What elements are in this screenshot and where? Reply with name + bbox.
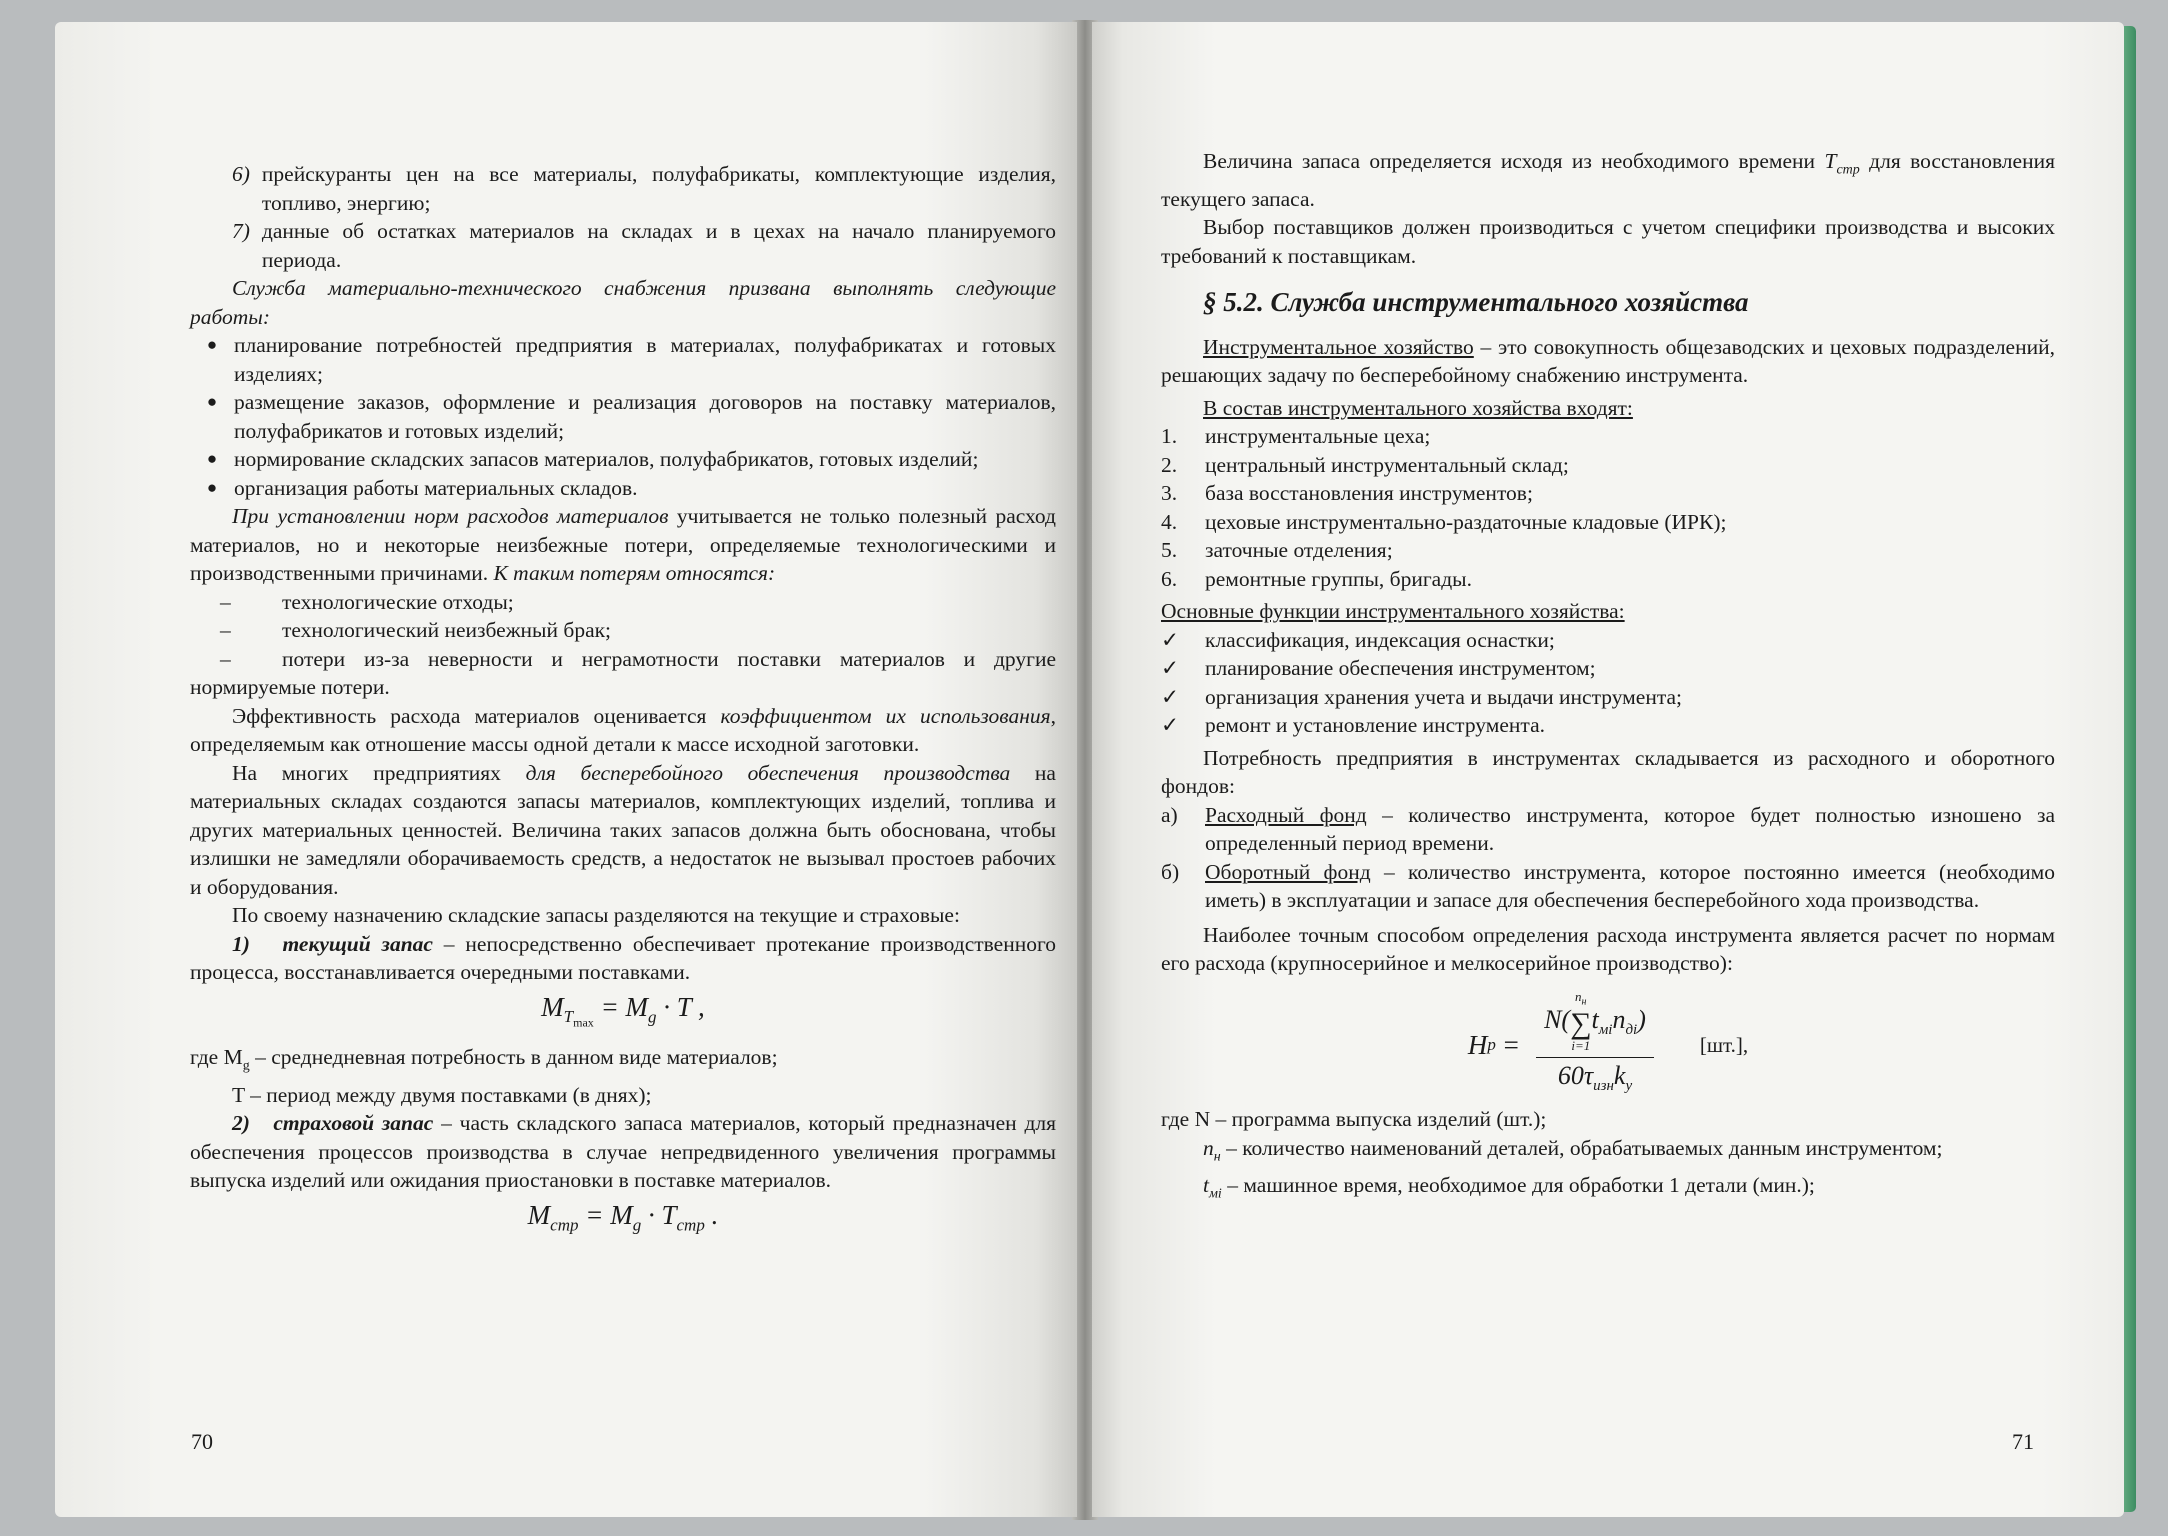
need-paragraph: Потребность предприятия в инструментах складывается из расходного и оборотного фондов:: [1161, 745, 2055, 799]
item-number: 7): [232, 219, 250, 243]
suppliers-paragraph: Выбор поставщиков должен производиться с учетом специфики производства и высоких требований к поставщикам.: [1161, 215, 2055, 268]
where-t: T – период между двумя поставками (в днях);: [232, 1082, 652, 1107]
right-page-text: [1161, 147, 2055, 1209]
right-page: [1092, 22, 2124, 1517]
bullet-item: ● организация работы материальных складов.: [190, 474, 1056, 503]
norms-paragraph: При установлении норм расходов материалов учитывается не только полезный расход материалов, но и некоторые неизбежные потери, определяемые технологическими и производственными причинами. К таким потерям относятся:: [190, 504, 1056, 585]
efficiency-paragraph: Эффективность расхода материалов оценивается коэффициентом их использования, определяемым как отношение массы одной детали к массе исходной заготовки.: [190, 703, 1056, 756]
dash-item: – технологический неизбежный брак;: [190, 616, 1056, 645]
bullet-item: ● планирование потребностей предприятия в материалах, полуфабрикатах и готовых изделиях;: [190, 331, 1056, 388]
bullet-icon: ●: [206, 392, 218, 411]
safety-stock-paragraph: 2) страховой запас – часть складского запаса материалов, который предназначен для обеспечения процессов производства в случае непредвиденного увеличения программы выпуска изделий или ожидания приостановки в поставке материалов.: [190, 1111, 1056, 1193]
dash-icon: –: [220, 589, 231, 614]
bullet-list: [190, 331, 1056, 502]
bullet-item: ● нормирование складских запасов материалов, полуфабрикатов, готовых изделий;: [190, 445, 1056, 474]
section-heading: § 5.2. Служба инструментального хозяйства: [1203, 287, 1749, 318]
dash-icon: –: [220, 618, 231, 642]
dash-item: – технологические отходы;: [190, 588, 1056, 617]
composition-item: 4. цеховые инструментально-раздаточные кладовые (ИРК);: [1161, 509, 1727, 534]
method-paragraph: Наиболее точным способом определения расхода инструмента является расчет по нормам его расхода (крупносерийное и мелкосерийное производство):: [1161, 922, 2055, 976]
formula-current-stock: $M_{T_{max}} = M_g \cdot T$ ,: [541, 991, 705, 1030]
functions-label: Основные функции инструментального хозяйства:: [1161, 599, 1625, 624]
formula-safety-stock: $M_{стр} = M_g \cdot T_{стр}$ .: [527, 1199, 719, 1234]
where-n: где N – программа выпуска изделий (шт.);: [1161, 1107, 1547, 1132]
dash-item: – потери из-за неверности и неграмотности поставки материалов и другие нормируемые потери.: [190, 646, 1056, 699]
where-tm: $t_{мi}$ – машинное время, необходимое для обработки 1 детали (мин.);: [1203, 1173, 1815, 1202]
check-icon: ✓: [1161, 684, 1180, 709]
purpose-paragraph: По своему назначению складские запасы разделяются на текущие и страховые:: [232, 903, 960, 927]
fund-b: б) Оборотный фонд – количество инструмента, которое постоянно имеется (необходимо иметь) в эксплуатации и запасе для обеспечения бесперебойного хода производства.: [1161, 859, 2055, 913]
enterprises-paragraph: На многих предприятиях для бесперебойного обеспечения производства на материальных складах создаются запасы материалов, комплектующих изделий, топлива и других материальных ценностей. Величина таких запасов должна быть обоснована, чтобы излишки не замедляли оборачиваемость средств, а недостаток не вызывал простоев рабочих и оборудования.: [190, 760, 1056, 899]
reserve-paragraph: Величина запаса определяется исходя из необходимого времени $T_{стр}$ для восстановления текущего запаса.: [1161, 149, 2055, 211]
bullet-icon: ●: [206, 449, 218, 468]
left-page: [55, 22, 1077, 1517]
current-stock-paragraph: 1) текущий запас – непосредственно обеспечивает протекание производственного процесса, восстанавливается очередными поставками.: [190, 931, 1056, 984]
function-item: ✓ ремонт и установление инструмента.: [1161, 711, 2055, 740]
composition-label: В состав инструментального хозяйства входят:: [1203, 395, 1633, 420]
service-intro: Служба материально-технического снабжения призвана выполнять следующие работы:: [190, 276, 1056, 329]
function-item: ✓ организация хранения учета и выдачи инструмента;: [1161, 683, 2055, 712]
check-icon: ✓: [1161, 656, 1180, 681]
where-nn: $n_н$ – количество наименований деталей, обрабатываемых данным инструментом;: [1203, 1135, 1943, 1164]
item-number: 6): [232, 162, 250, 186]
list-item-7: [190, 217, 1056, 274]
composition-item: 2. центральный инструментальный склад;: [1161, 452, 1569, 477]
bullet-icon: ●: [206, 477, 218, 497]
composition-item: 1. инструментальные цеха;: [1161, 424, 1431, 449]
check-icon: ✓: [1161, 627, 1180, 652]
formula-denominator: $60\tau_{изн}k_у$: [1557, 1061, 1633, 1095]
formula-numerator: N( $n_н$ ∑ i=1 $t_{мi}n_{дi}$): [1536, 990, 1654, 1059]
fund-a: а) Расходный фонд – количество инструмента, которое будет полностью изношено за определенный период времени.: [1161, 802, 2056, 856]
composition-item: 6. ремонтные группы, бригады.: [1161, 566, 1472, 591]
item-text: прейскуранты цен на все материалы, полуфабрикаты, комплектующие изделия, топливо, энергию;: [261, 162, 1056, 215]
cover-edge: [2124, 26, 2136, 1512]
item-text: данные об остатках материалов на складах и в цехах на начало планируемого периода.: [261, 219, 1056, 272]
page-number-left: 70: [191, 1429, 213, 1454]
formula-tool-consumption: H p = N( $n_н$ ∑ i=1 $t_{мi}n_{дi}$) $60\tau_{изн}k_у$ [шт.],: [1161, 990, 2055, 1101]
function-item: ✓ классификация, индексация оснастки;: [1161, 626, 2055, 655]
where-mg: где $M_g$ – среднедневная потребность в данном виде материалов;: [190, 1044, 778, 1074]
list-item-6: [190, 160, 1056, 217]
page-number-right: 71: [2012, 1429, 2034, 1454]
sum-operator: $n_н$ ∑ i=1: [1570, 988, 1592, 1054]
composition-list: [1161, 422, 2055, 593]
function-item: ✓ планирование обеспечения инструментом;: [1161, 654, 2055, 683]
dash-icon: –: [220, 646, 231, 671]
bullet-icon: ●: [206, 335, 218, 354]
check-icon: ✓: [1161, 713, 1180, 738]
formula-fraction: [1536, 990, 1654, 1101]
composition-item: 3. база восстановления инструментов;: [1161, 481, 1533, 506]
left-page-text: [190, 160, 1056, 1245]
bullet-item: ● размещение заказов, оформление и реализация договоров на поставку материалов, полуфабрикатов и готовых изделий;: [190, 388, 1056, 445]
functions-list: [1161, 626, 2055, 740]
composition-item: 5. заточные отделения;: [1161, 538, 1393, 563]
definition-paragraph: Инструментальное хозяйство – это совокупность общезаводских и цеховых подразделений, решающих задачу по бесперебойному снабжению инструмента.: [1161, 334, 2055, 388]
